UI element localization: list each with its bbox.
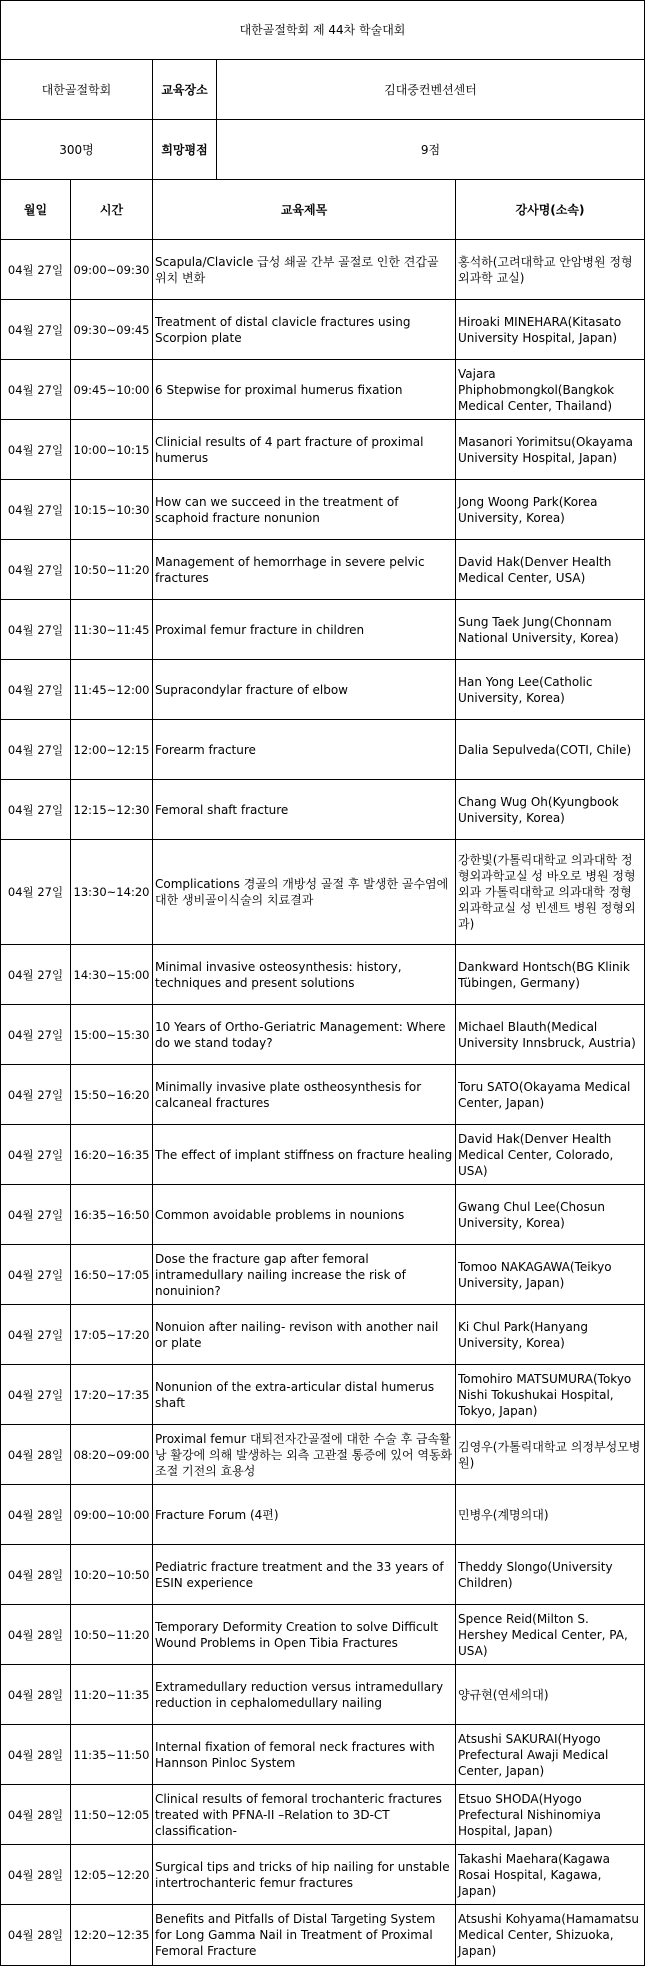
row-time: 12:05~12:20 [73, 1867, 150, 1882]
row-speaker: Sung Taek Jung(Chonnam National University, Korea) [458, 614, 619, 645]
row-time: 10:50~11:20 [73, 562, 150, 577]
row-time: 16:20~16:35 [73, 1147, 150, 1162]
row-time: 09:30~09:45 [73, 322, 150, 337]
row-subject: 10 Years of Ortho-Geriatric Management: Where do we stand today? [155, 1019, 446, 1050]
row-date: 04월 27일 [7, 1387, 64, 1402]
row-time: 15:00~15:30 [73, 1027, 150, 1042]
row-divider [0, 779, 645, 780]
row-subject: Internal fixation of femoral neck fractures with Hannson Pinloc System [155, 1739, 435, 1770]
row-speaker: Chang Wug Oh(Kyungbook University, Korea) [458, 794, 619, 825]
row-date: 04월 27일 [7, 1207, 64, 1222]
row-subject: Scapula/Clavicle 급성 쇄골 간부 골절로 인한 견갑골 위치 변화 [155, 254, 439, 285]
row-subject: Proximal femur 대퇴전자간골절에 대한 수술 후 금속활낭 활강에 의해 발생하는 외측 고관절 통증에 있어 역동화 조절 기전의 효용성 [155, 1431, 453, 1478]
row-subject: Femoral shaft fracture [155, 802, 289, 817]
row-time: 17:05~17:20 [73, 1327, 150, 1342]
row-speaker: Vajara Phiphobmongkol(Bangkok Medical Center, Thailand) [458, 366, 615, 413]
row-speaker: Etsuo SHODA(Hyogo Prefectural Nishinomiya Hospital, Japan) [458, 1791, 601, 1838]
row-date: 04월 28일 [7, 1447, 64, 1462]
header-speaker: 강사명(소속) [515, 202, 585, 217]
row-time: 14:30~15:00 [73, 967, 150, 982]
row-speaker: Jong Woong Park(Korea University, Korea) [458, 494, 598, 525]
organizer-value: 대한골절학회 [41, 82, 112, 97]
row-date: 04월 27일 [7, 1327, 64, 1342]
row-time: 08:20~09:00 [73, 1447, 150, 1462]
points-value: 9점 [420, 142, 441, 157]
row-time: 16:50~17:05 [73, 1267, 150, 1282]
row-divider [0, 1844, 645, 1845]
row-time: 12:00~12:15 [73, 742, 150, 757]
row-divider [0, 1304, 645, 1305]
row-divider [0, 1184, 645, 1185]
row-date: 04월 27일 [7, 967, 64, 982]
row-date: 04월 27일 [7, 382, 64, 397]
row-speaker: Theddy Slongo(University Children) [458, 1559, 613, 1590]
row-time: 15:50~16:20 [73, 1087, 150, 1102]
row-speaker: 김영우(가톨릭대학교 의정부성모병원) [458, 1439, 641, 1470]
row-speaker: Masanori Yorimitsu(Okayama University Hospital, Japan) [458, 434, 633, 465]
row-speaker: Ki Chul Park(Hanyang University, Korea) [458, 1319, 589, 1350]
column-divider [0, 0, 1, 1966]
row-time: 12:15~12:30 [73, 802, 150, 817]
row-speaker: David Hak(Denver Health Medical Center, Colorado, USA) [458, 1131, 614, 1178]
row-speaker: Atsushi Kohyama(Hamamatsu Medical Center, Shizuoka, Japan) [458, 1912, 639, 1958]
row-time: 13:30~14:20 [73, 885, 150, 899]
row-divider [0, 944, 645, 945]
row-divider [0, 1244, 645, 1245]
row-subject: Pediatric fracture treatment and the 33 years of ESIN experience [155, 1559, 444, 1590]
row-speaker: 양규현(연세의대) [458, 1687, 549, 1702]
row-divider [0, 1604, 645, 1605]
row-time: 11:20~11:35 [73, 1687, 150, 1702]
column-divider [216, 59, 217, 179]
row-speaker: Tomoo NAKAGAWA(Teikyo University, Japan) [458, 1259, 612, 1290]
row-divider [0, 1064, 645, 1065]
row-divider [0, 1364, 645, 1365]
row-time: 11:30~11:45 [73, 622, 150, 637]
row-time: 10:50~11:20 [73, 1627, 150, 1642]
row-speaker: Dalia Sepulveda(COTI, Chile) [458, 742, 632, 757]
table-title: 대한골절학회 제 44차 학술대회 [239, 23, 406, 37]
row-date: 04월 27일 [7, 1147, 64, 1162]
header-date: 월일 [23, 202, 48, 217]
row-subject: Benefits and Pitfalls of Distal Targeting System for Long Gamma Nail in Treatment of Proximal Femoral Fracture [155, 1912, 436, 1958]
row-time: 10:15~10:30 [73, 502, 150, 517]
row-divider [0, 119, 645, 120]
row-date: 04월 28일 [7, 1867, 64, 1882]
row-time: 10:00~10:15 [73, 442, 150, 457]
row-date: 04월 28일 [7, 1567, 64, 1582]
row-date: 04월 28일 [7, 1747, 64, 1762]
row-speaker: Dankward Hontsch(BG Klinik Tübingen, Germany) [458, 959, 630, 990]
row-subject: Surgical tips and tricks of hip nailing for unstable intertrochanteric femur fractures [155, 1859, 450, 1890]
row-speaker: Takashi Maehara(Kagawa Rosai Hospital, Kagawa, Japan) [458, 1851, 610, 1898]
row-speaker: Hiroaki MINEHARA(Kitasato University Hospital, Japan) [458, 314, 622, 345]
row-subject: How can we succeed in the treatment of scaphoid fracture nonunion [155, 494, 399, 525]
row-divider [0, 719, 645, 720]
row-subject: Minimal invasive osteosynthesis: history, techniques and present solutions [155, 959, 402, 990]
row-divider [0, 359, 645, 360]
row-speaker: 강한빛(가톨릭대학교 의과대학 정형외과학교실 성 바오로 병원 정형외과 가톨릭대학교 의과대학 정형외과학교실 성 빈센트 병원 정형외과) [458, 853, 636, 931]
row-subject: Common avoidable problems in nounions [155, 1207, 405, 1222]
row-divider [0, 1484, 645, 1485]
row-divider [0, 299, 645, 300]
venue-label: 교육장소 [161, 82, 208, 97]
row-divider [0, 1544, 645, 1545]
column-divider [152, 59, 153, 179]
row-date: 04월 27일 [7, 262, 64, 277]
row-subject: Treatment of distal clavicle fractures using Scorpion plate [155, 314, 411, 345]
row-date: 04월 28일 [7, 1507, 64, 1522]
row-time: 10:20~10:50 [73, 1567, 150, 1582]
row-subject: Extramedullary reduction versus intramedullary reduction in cephalomedullary nailing [155, 1679, 444, 1710]
row-date: 04월 28일 [7, 1807, 64, 1822]
row-subject: Dose the fracture gap after femoral intramedullary nailing increase the risk of nonuinion? [155, 1251, 406, 1298]
row-speaker: 홍석하(고려대학교 안암병원 정형외과학 교실) [458, 254, 633, 285]
row-divider [0, 179, 645, 180]
row-date: 04월 27일 [7, 322, 64, 337]
capacity-value: 300명 [59, 142, 94, 157]
row-divider [0, 0, 645, 1]
row-speaker: Han Yong Lee(Catholic University, Korea) [458, 674, 593, 705]
row-speaker: Toru SATO(Okayama Medical Center, Japan) [458, 1079, 631, 1110]
row-divider [0, 1724, 645, 1725]
row-date: 04월 27일 [7, 802, 64, 817]
row-time: 16:35~16:50 [73, 1207, 150, 1222]
row-subject: Clinicial results of 4 part fracture of proximal humerus [155, 434, 424, 465]
row-date: 04월 28일 [7, 1627, 64, 1642]
row-subject: Temporary Deformity Creation to solve Difficult Wound Problems in Open Tibia Fractures [155, 1619, 439, 1650]
row-subject: Supracondylar fracture of elbow [155, 682, 348, 697]
row-subject: Complications 경골의 개방성 골절 후 발생한 골수염에 대한 생비골이식술의 치료결과 [155, 877, 449, 907]
column-divider [70, 179, 71, 1966]
row-subject: Nonuion after nailing- revison with another nail or plate [155, 1319, 439, 1350]
row-divider [0, 59, 645, 60]
row-subject: Minimally invasive plate ostheosynthesis for calcaneal fractures [155, 1079, 422, 1110]
row-divider [0, 1424, 645, 1425]
points-label: 희망평점 [161, 142, 208, 157]
row-speaker: Spence Reid(Milton S. Hershey Medical Center, PA, USA) [458, 1611, 628, 1658]
row-date: 04월 27일 [7, 622, 64, 637]
row-date: 04월 27일 [7, 885, 64, 899]
row-divider [0, 659, 645, 660]
row-divider [0, 1124, 645, 1125]
row-date: 04월 27일 [7, 742, 64, 757]
row-time: 11:45~12:00 [73, 682, 150, 697]
row-date: 04월 27일 [7, 1087, 64, 1102]
row-time: 12:20~12:35 [73, 1928, 150, 1942]
row-speaker: Gwang Chul Lee(Chosun University, Korea) [458, 1199, 605, 1230]
row-divider [0, 539, 645, 540]
row-subject: Clinical results of femoral trochanteric fractures treated with PFNA-II –Relation to 3D-CT classification- [155, 1791, 442, 1838]
row-speaker: Atsushi SAKURAI(Hyogo Prefectural Awaji Medical Center, Japan) [458, 1731, 609, 1778]
row-time: 09:45~10:00 [73, 382, 150, 397]
row-subject: 6 Stepwise for proximal humerus fixation [155, 382, 403, 397]
row-time: 11:50~12:05 [73, 1807, 150, 1822]
header-time: 시간 [99, 202, 124, 217]
row-speaker: Tomohiro MATSUMURA(Tokyo Nishi Tokushukai Hospital, Tokyo, Japan) [458, 1371, 632, 1418]
row-date: 04월 27일 [7, 562, 64, 577]
row-divider [0, 1004, 645, 1005]
row-speaker: Michael Blauth(Medical University Innsbruck, Austria) [458, 1019, 636, 1050]
row-date: 04월 27일 [7, 1267, 64, 1282]
row-divider [0, 839, 645, 840]
row-divider [0, 1904, 645, 1905]
row-divider [0, 479, 645, 480]
venue-value: 김대중컨벤션센터 [384, 82, 477, 97]
row-date: 04월 27일 [7, 1027, 64, 1042]
column-divider [455, 179, 456, 1966]
row-divider [0, 1664, 645, 1665]
row-date: 04월 27일 [7, 442, 64, 457]
row-divider [0, 239, 645, 240]
row-time: 09:00~10:00 [73, 1507, 150, 1522]
row-subject: The effect of implant stiffness on fracture healing [155, 1147, 453, 1162]
row-speaker: David Hak(Denver Health Medical Center, USA) [458, 554, 612, 585]
row-subject: Fracture Forum (4편) [155, 1507, 279, 1522]
row-date: 04월 27일 [7, 682, 64, 697]
column-divider [152, 179, 153, 1966]
row-time: 17:20~17:35 [73, 1387, 150, 1402]
row-time: 09:00~09:30 [73, 262, 150, 277]
row-divider [0, 599, 645, 600]
row-subject: Proximal femur fracture in children [155, 622, 365, 637]
row-divider [0, 419, 645, 420]
row-subject: Nonunion of the extra-articular distal humerus shaft [155, 1379, 435, 1410]
header-subject: 교육제목 [280, 202, 328, 217]
row-time: 11:35~11:50 [73, 1747, 150, 1762]
row-speaker: 민병우(계명의대) [458, 1507, 549, 1522]
row-date: 04월 28일 [7, 1687, 64, 1702]
row-divider [0, 1784, 645, 1785]
row-subject: Management of hemorrhage in severe pelvic fractures [155, 554, 425, 585]
row-subject: Forearm fracture [155, 742, 256, 757]
row-date: 04월 28일 [7, 1928, 64, 1942]
row-date: 04월 27일 [7, 502, 64, 517]
